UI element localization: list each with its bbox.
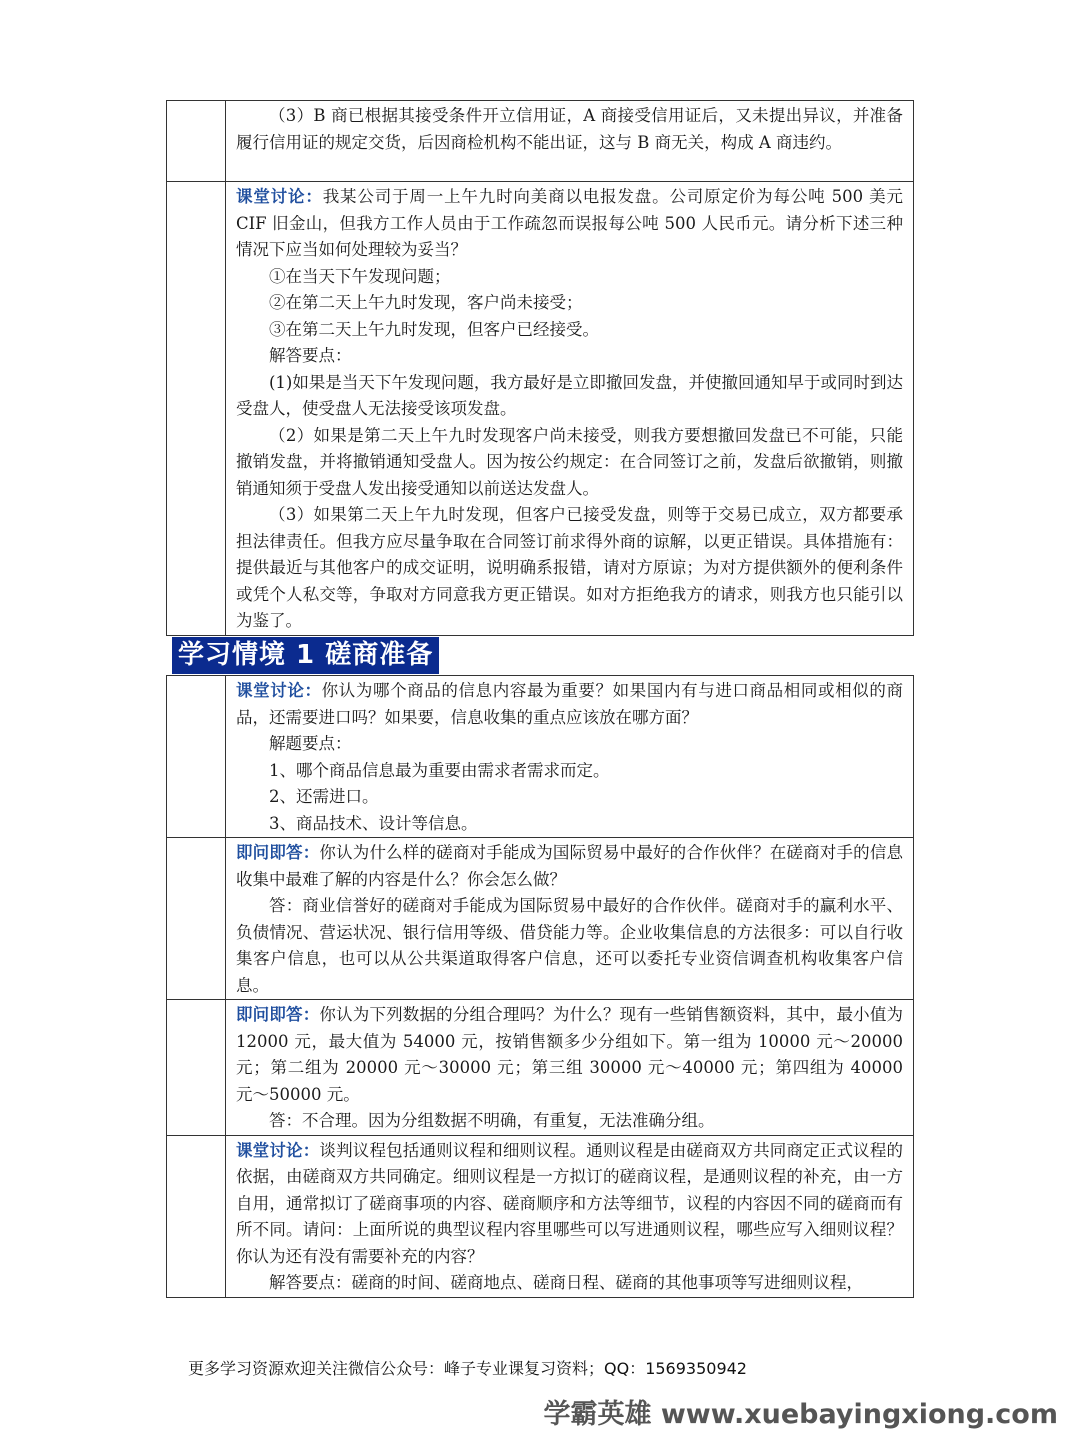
question-text: 你认为什么样的磋商对手能成为国际贸易中最好的合作伙伴？在磋商对手的信息收集中最难了解的内容是什么？你会怎么做？ — [236, 843, 904, 889]
table-row — [167, 182, 914, 636]
discussion-intro: 你认为哪个商品的信息内容最为重要？如果国内有与进口商品相同或相似的商品，还需要进口吗？如果要，信息收集的重点应该放在哪方面？ — [236, 681, 904, 727]
discussion-intro: 我某公司于周一上午九时向美商以电报发盘。公司原定价为每公吨 500 美元 CIF 旧金山，但我方工作人员由于工作疏忽而误报每公吨 500 人民币元。请分析下述三种情况下应当如何处理较为妥当？ — [236, 187, 904, 259]
table-row — [167, 1135, 914, 1297]
row-content-cell — [226, 838, 914, 1000]
quick-answer-label: 即问即答： — [236, 1005, 320, 1024]
answer-text: 解答要点：磋商的时间、磋商地点、磋商日程、磋商的其他事项等写进细则议程， — [269, 1273, 863, 1292]
row-marker-cell — [167, 838, 226, 1000]
case-text: （3）B 商已根据其接受条件开立信用证，A 商接受信用证后，又未提出异议，并准备履行信用证的规定交货，后因商检机构不能出证，这与 B 商无关，构成 A 商违约。 — [236, 106, 903, 152]
row-marker-cell — [167, 676, 226, 838]
table-row — [167, 1000, 914, 1136]
discussion-table-1 — [166, 100, 914, 636]
answer-text: 答：商业信誉好的磋商对手能成为国际贸易中最好的合作伙伴。磋商对手的赢利水平、负债情况、营运状况、银行信用等级、借贷能力等。企业收集信息的方法很多：可以自行收集客户信息，也可以从公共渠道取得客户信息，还可以委托专业资信调查机构收集客户信息。 — [236, 896, 903, 995]
answer-point: 3、商品技术、设计等信息。 — [269, 813, 478, 833]
discussion-label: 课堂讨论： — [236, 1140, 320, 1160]
discussion-intro: 谈判议程包括通则议程和细则议程。通则议程是由磋商双方共同商定正式议程的依据，由磋商双方共同确定。细则议程是一方拟订的磋商议程，是通则议程的补充，由一方自用，通常拟订了磋商事项的内容、磋商顺序和方法等细节，议程的内容因不同的磋商而有所不同。请问：上面所说的典型议程内容里哪些可以写进通则议程，哪些应写入细则议程？你认为还有没有需要补充的内容？ — [236, 1140, 904, 1266]
row-marker-cell — [167, 1135, 226, 1297]
footer-promo-text: 更多学习资源欢迎关注微信公众号：峰子专业课复习资料；QQ：1569350942 — [188, 1359, 747, 1378]
row-content-cell — [226, 1135, 914, 1297]
row-marker-cell — [167, 101, 226, 182]
row-content-cell — [226, 676, 914, 838]
answer-point: (1)如果是当天下午发现问题，我方最好是立即撤回发盘，并使撤回通知早于或同时到达受盘人，使受盘人无法接受该项发盘。 — [236, 372, 903, 418]
row-content-cell — [226, 1000, 914, 1136]
answer-point: 1、哪个商品信息最为重要由需求者需求而定。 — [269, 760, 610, 780]
table-row — [167, 676, 914, 838]
quick-answer-label: 即问即答： — [236, 843, 320, 862]
discussion-table-2 — [166, 675, 914, 1298]
row-content-cell — [226, 182, 914, 636]
answer-title: 解答要点： — [269, 346, 352, 365]
row-marker-cell — [167, 182, 226, 636]
answer-text: 答：不合理。因为分组数据不明确，有重复，无法准确分组。 — [269, 1111, 715, 1130]
case-item: ①在当天下午发现问题； — [269, 266, 451, 286]
footer-watermark: 学霸英雄 www.xuebayingxiong.com — [543, 1399, 1058, 1430]
answer-point: （3）如果第二天上午九时发现，但客户已接受发盘，则等于交易已成立，双方都要承担法律责任。但我方应尽量争取在合同签订前求得外商的谅解，以更正错误。具体措施有：提供最近与其他客户的成交证明，说明确系报错，请对方原谅；为对方提供额外的便利条件或凭个人私交等，争取对方同意我方更正错误。如对方拒绝我方的请求，则我方也只能引以为鉴了。 — [236, 505, 903, 630]
case-item: ③在第二天上午九时发现，但客户已经接受。 — [269, 319, 599, 339]
table-row — [167, 101, 914, 182]
section-banner: 学习情境 1 磋商准备 — [172, 637, 439, 674]
table-row — [167, 838, 914, 1000]
answer-point: 2、还需进口。 — [269, 787, 379, 806]
row-marker-cell — [167, 1000, 226, 1136]
discussion-label: 课堂讨论： — [236, 681, 322, 700]
discussion-label: 课堂讨论： — [236, 187, 323, 206]
question-text: 你认为下列数据的分组合理吗？为什么？现有一些销售额资料，其中，最小值为 12000 元，最大值为 54000 元，按销售额多少分组如下。第一组为 10000 元～20000 元；第二组为 20000 元～30000 元；第三组 30000 元～40000 元；第四组为 40000 元～50000 元。 — [236, 1005, 904, 1104]
answer-title: 解题要点： — [269, 734, 352, 753]
case-item: ②在第二天上午九时发现，客户尚未接受； — [269, 293, 583, 312]
row-content-cell — [226, 101, 914, 182]
answer-point: （2）如果是第二天上午九时发现客户尚未接受，则我方要想撤回发盘已不可能，只能撤销发盘，并将撤销通知受盘人。因为按公约规定：在合同签订之前，发盘后欲撤销，则撤销通知须于受盘人发出接受通知以前送达发盘人。 — [236, 425, 903, 498]
